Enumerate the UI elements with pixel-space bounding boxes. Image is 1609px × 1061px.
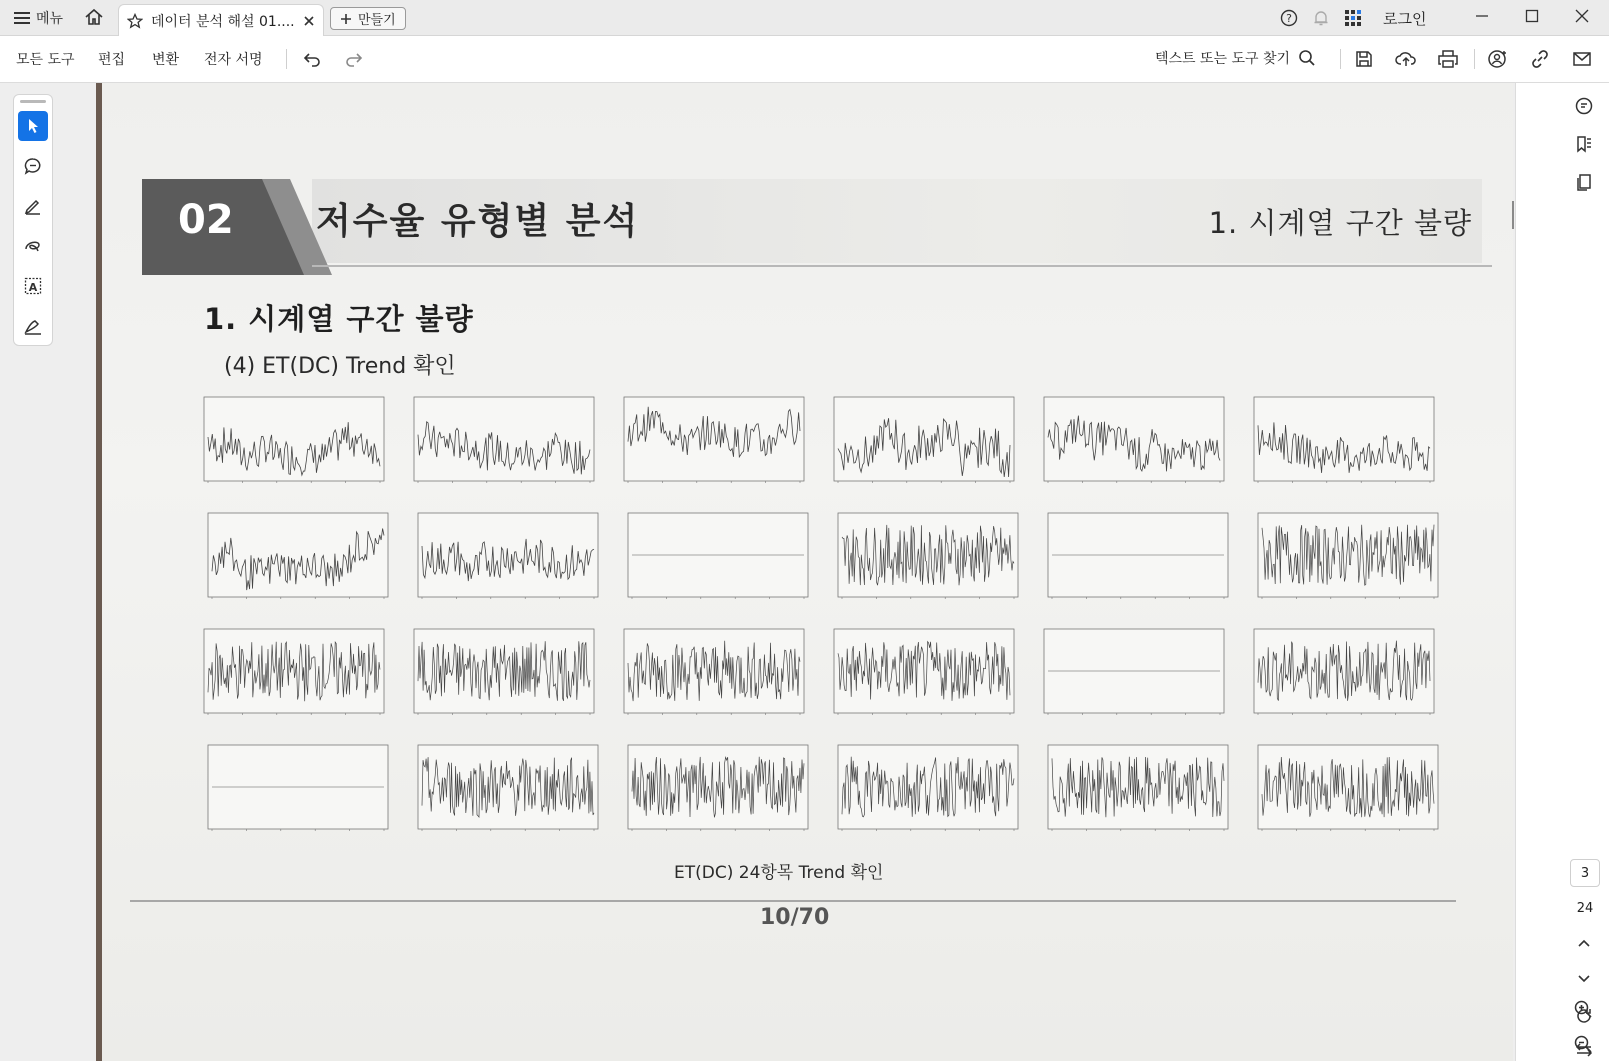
close-window-icon[interactable] (1574, 8, 1590, 24)
total-pages: 24 (1576, 901, 1594, 916)
trend-chart-svg (614, 621, 808, 727)
chevron-up-icon[interactable] (1573, 933, 1595, 955)
edit-menu[interactable]: 편집 (98, 52, 126, 68)
toolbar-divider (286, 49, 287, 69)
svg-text:?: ? (1286, 12, 1292, 25)
trend-chart-svg (408, 505, 602, 611)
notification-bell-icon[interactable] (1312, 9, 1330, 27)
main-toolbar (0, 36, 1609, 83)
trend-chart-panel (1034, 389, 1228, 495)
draw-tool-button[interactable] (18, 231, 48, 261)
comment-icon (23, 156, 43, 176)
print-icon[interactable] (1437, 48, 1459, 70)
freehand-icon (23, 236, 43, 256)
trend-chart-panel (824, 389, 1018, 495)
chart-frame (418, 745, 598, 829)
toolbar-divider (1474, 49, 1475, 69)
trend-chart-panel (194, 621, 388, 727)
convert-menu[interactable]: 변환 (152, 52, 180, 68)
find-tools-search[interactable] (1155, 48, 1316, 68)
trend-chart-svg (194, 389, 388, 495)
trend-chart-panel (1248, 737, 1442, 843)
header-underline (312, 265, 1492, 267)
trend-chart-svg (614, 389, 808, 495)
chart-frame (208, 513, 388, 597)
trend-chart-panel (828, 737, 1022, 843)
link-icon[interactable] (1529, 48, 1551, 70)
find-tools-label: 텍스트 또는 도구 찾기 (1155, 51, 1291, 67)
help-icon[interactable] (1280, 9, 1298, 27)
panel-grip[interactable] (20, 100, 46, 103)
trend-chart-panel (824, 621, 1018, 727)
trend-chart-svg (404, 389, 598, 495)
trend-chart-svg (194, 621, 388, 727)
trend-chart-panel (198, 737, 392, 843)
trend-chart-panel (1244, 621, 1438, 727)
trend-chart-panel (404, 389, 598, 495)
page-edge (96, 83, 102, 1061)
toolbar-divider (1340, 49, 1341, 69)
login-label: 로그인 (1383, 10, 1427, 28)
pen-icon (23, 196, 43, 216)
right-rail (1515, 83, 1609, 1061)
trend-chart-panel (408, 505, 602, 611)
trend-chart-svg (1038, 505, 1232, 611)
chevron-down-icon[interactable] (1573, 967, 1595, 989)
home-button[interactable] (84, 7, 104, 27)
save-icon[interactable] (1353, 48, 1375, 70)
document-tab[interactable] (118, 4, 324, 36)
redo-icon[interactable] (343, 48, 365, 70)
menu-button[interactable] (14, 8, 63, 28)
select-tool-button[interactable] (18, 111, 48, 141)
trend-chart-svg (618, 737, 812, 843)
chart-frame (414, 397, 594, 481)
comment-tool-button[interactable] (18, 151, 48, 181)
sub-heading: 1. 시계열 구간 불량 (204, 302, 474, 336)
chart-frame (1258, 513, 1438, 597)
email-icon[interactable] (1571, 48, 1593, 70)
text-box-icon (23, 276, 43, 296)
trend-chart-svg (618, 505, 812, 611)
title-bar (0, 0, 1609, 36)
menu-label: 메뉴 (36, 11, 64, 27)
trend-chart-svg (1038, 737, 1232, 843)
text-tool-button[interactable] (18, 271, 48, 301)
sign-tool-button[interactable] (18, 311, 48, 341)
header-right-title: 1. 시계열 구간 불량 (1208, 206, 1472, 240)
undo-icon[interactable] (301, 48, 323, 70)
login-button[interactable] (1383, 8, 1426, 29)
trend-chart-svg (1248, 737, 1442, 843)
create-button[interactable] (330, 7, 406, 30)
chart-frame (414, 629, 594, 713)
trend-chart-svg (1248, 505, 1442, 611)
tab-title: 데이터 분석 해설 01.... (151, 13, 295, 30)
chart-frame (1044, 397, 1224, 481)
svg-text:A: A (28, 281, 38, 294)
figure-caption: ET(DC) 24항목 Trend 확인 (674, 863, 884, 883)
maximize-window-icon[interactable] (1524, 8, 1540, 24)
bookmarks-icon[interactable] (1573, 133, 1595, 155)
trend-chart-svg (1244, 389, 1438, 495)
apps-grid-icon[interactable] (1344, 9, 1362, 27)
chart-frame (1254, 397, 1434, 481)
scrollbar-thumb[interactable] (1512, 201, 1514, 229)
comments-panel-icon[interactable] (1573, 95, 1595, 117)
zoom-out-icon[interactable] (1572, 1033, 1594, 1055)
trend-chart-panel (618, 737, 812, 843)
trend-chart-svg (198, 737, 392, 843)
trend-chart-svg (404, 621, 598, 727)
create-label: 만들기 (358, 13, 396, 28)
trend-chart-panel (614, 389, 808, 495)
trend-chart-svg (824, 389, 1018, 495)
zoom-in-icon[interactable] (1572, 998, 1594, 1020)
section-header (142, 179, 1482, 257)
document-viewport[interactable] (96, 83, 1513, 1061)
trend-chart-panel (1244, 389, 1438, 495)
e-sign-menu[interactable]: 전자 서명 (204, 52, 263, 68)
signature-icon (23, 316, 43, 336)
highlight-tool-button[interactable] (18, 191, 48, 221)
trend-chart-svg (824, 621, 1018, 727)
all-tools-menu[interactable]: 모든 도구 (16, 52, 75, 68)
trend-chart-panel (1038, 505, 1232, 611)
search-icon (1298, 49, 1316, 67)
trend-chart-svg (828, 505, 1022, 611)
trend-chart-panel (614, 621, 808, 727)
trend-chart-svg (1244, 621, 1438, 727)
printed-page-number: 10/70 (760, 905, 830, 930)
trend-chart-grid (194, 389, 1408, 845)
current-page-input[interactable]: 3 (1570, 859, 1600, 887)
cloud-upload-icon[interactable] (1395, 48, 1417, 70)
section-title: 저수율 유형별 분석 (316, 201, 640, 242)
trend-chart-panel (194, 389, 388, 495)
trend-chart-panel (408, 737, 602, 843)
hamburger-icon (14, 11, 30, 25)
trend-chart-panel (198, 505, 392, 611)
trend-chart-svg (1034, 389, 1228, 495)
footer-rule (130, 900, 1456, 902)
cursor-icon (24, 117, 42, 135)
star-icon[interactable] (127, 13, 143, 29)
quick-tools-panel (13, 94, 53, 346)
section-number: 02 (178, 197, 234, 243)
trend-chart-panel (404, 621, 598, 727)
trend-chart-svg (1034, 621, 1228, 727)
trend-chart-panel (1248, 505, 1442, 611)
home-icon (84, 7, 104, 27)
trend-chart-svg (408, 737, 602, 843)
trend-chart-panel (618, 505, 812, 611)
share-user-icon[interactable] (1487, 48, 1509, 70)
page-thumbnails-icon[interactable] (1573, 171, 1595, 193)
minimize-window-icon[interactable] (1474, 8, 1490, 24)
plus-icon (340, 13, 352, 25)
sub-sub-heading: (4) ET(DC) Trend 확인 (224, 354, 456, 379)
chart-frame (834, 397, 1014, 481)
trend-chart-svg (828, 737, 1022, 843)
trend-chart-svg (198, 505, 392, 611)
trend-chart-panel (1034, 621, 1228, 727)
close-tab-icon[interactable] (303, 15, 315, 27)
trend-chart-panel (1038, 737, 1232, 843)
trend-chart-panel (828, 505, 1022, 611)
